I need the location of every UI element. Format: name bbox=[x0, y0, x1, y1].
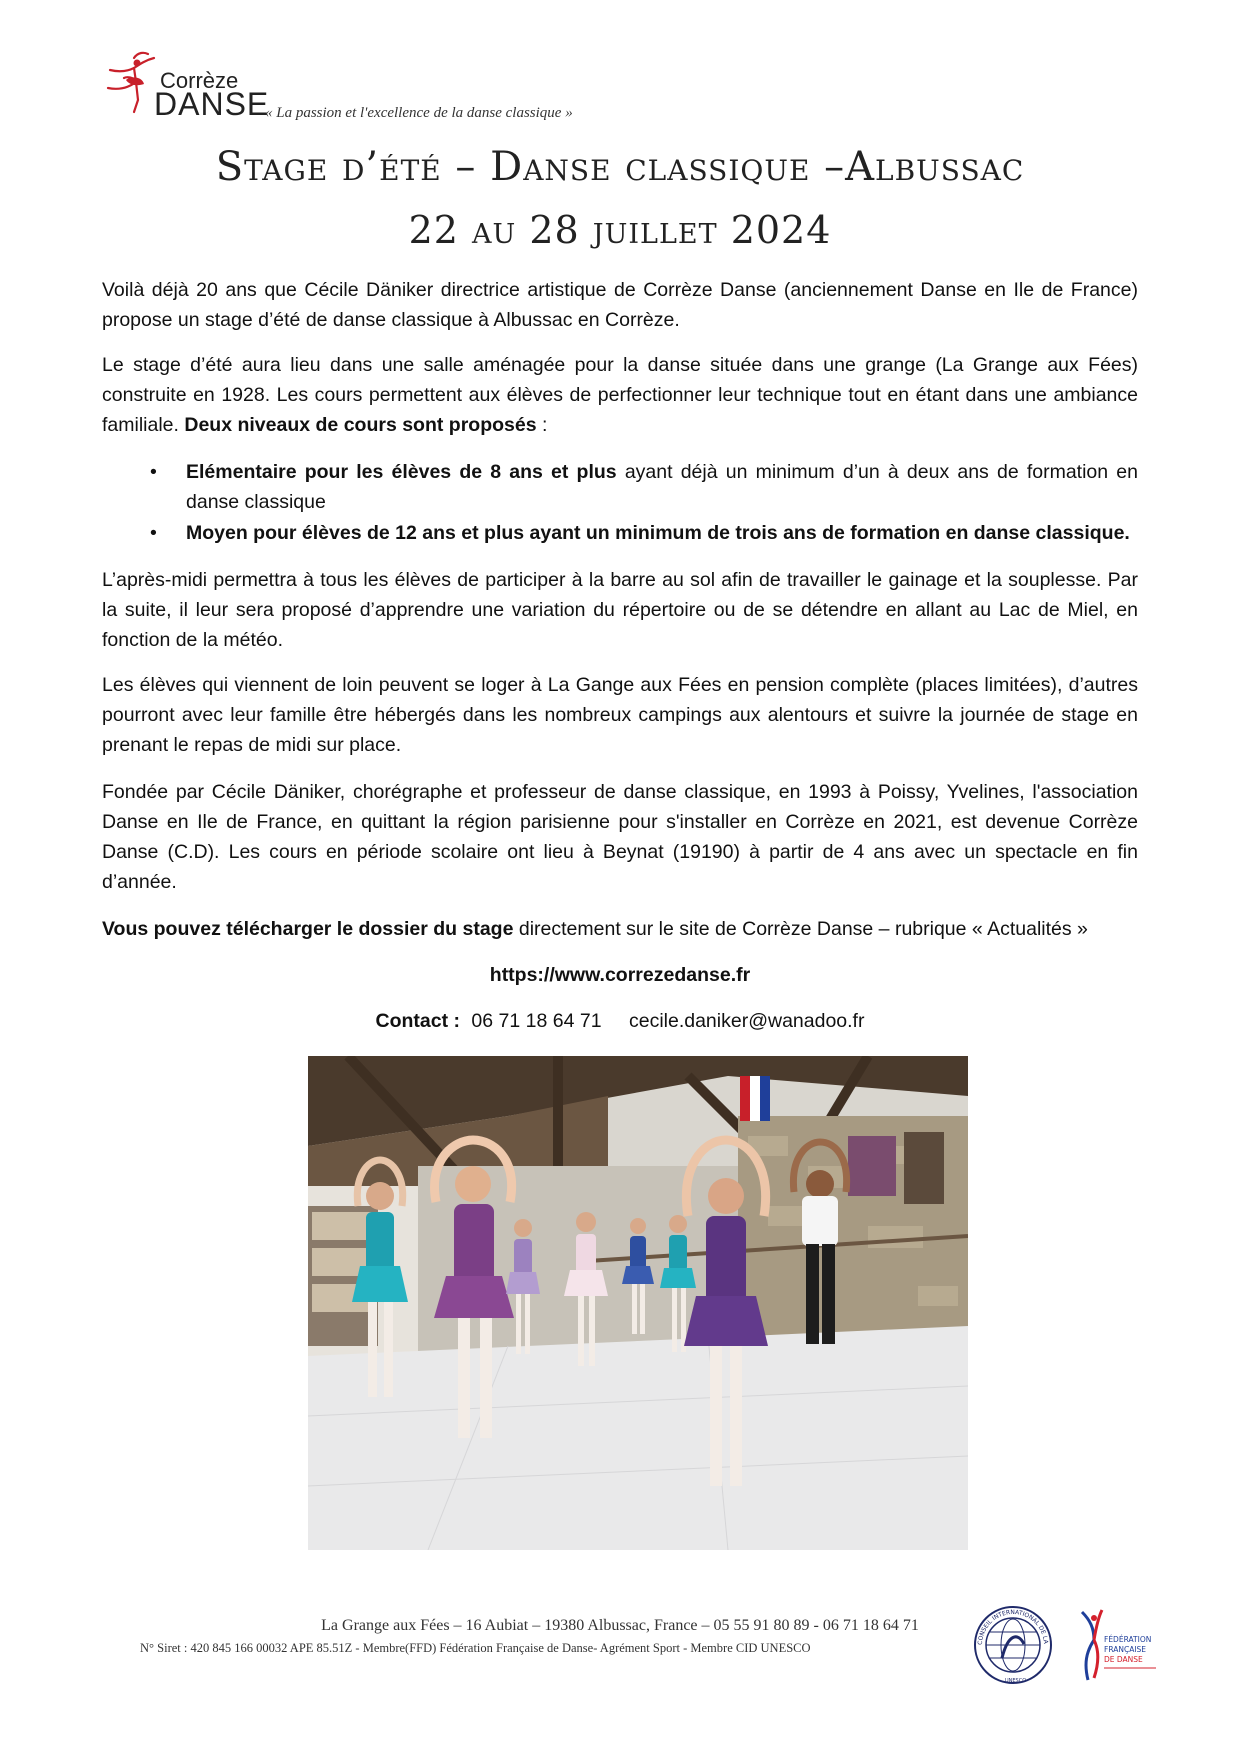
paragraph-histoire-text: Fondée par Cécile Däniker, chorégraphe et professeur de danse classique, en 1993 à Poissy, Yvelines, l'association Danse en Ile de France, en quittant la région parisienne pour s'installer en Corrèze en 2021, est devenue Corrèze Danse (C.D). Les cours en période scolaire ont lieu à Beynat (19190) à partir de 4 ans avec un spectacle en fin d’année. bbox=[102, 781, 1138, 893]
paragraph-intro bbox=[102, 275, 1138, 335]
paragraph-intro-text: Voilà déjà 20 ans que Cécile Däniker directrice artistique de Corrèze Danse (anciennement Danse en Ile de France) propose un stage d’été de danse classique à Albussac en Corrèze. bbox=[102, 279, 1138, 331]
paragraph-stage-text-a: Le stage d’été aura lieu dans une salle aménagée pour la danse située dans une grange (La Grange aux Fées) construite en 1928. Les cours permettent aux élèves de perfectionner leur technique tout en étant dans une ambiance familiale. bbox=[102, 354, 1138, 436]
contact-email[interactable]: cecile.daniker@wanadoo.fr bbox=[628, 1010, 865, 1032]
cid-unesco-seal bbox=[972, 1604, 1054, 1686]
motto: « La passion et l'excellence de la danse classique » bbox=[265, 105, 573, 121]
website-link[interactable]: https://www.correzedanse.fr bbox=[489, 964, 751, 986]
dancer-head bbox=[134, 60, 141, 67]
list-item-elementaire-rest: ayant déjà un minimum d’un à deux ans de formation en danse classique bbox=[186, 461, 1138, 513]
paragraph-apres-midi bbox=[102, 565, 1138, 655]
paragraph-stage-end: : bbox=[536, 414, 548, 436]
logo-word-correze: Corrèze bbox=[160, 68, 239, 93]
download-bold: Vous pouvez télécharger le dossier du stage bbox=[102, 918, 514, 940]
paragraph-stage bbox=[102, 350, 1138, 440]
dance-class-photo bbox=[308, 1056, 968, 1550]
paragraph-hebergement-text: Les élèves qui viennent de loin peuvent se loger à La Gange aux Fées en pension complète (places limitées), d’autres pourront avec leur famille être hébergés dans les nombreux campings aux alentours et suivre la journée de stage en prenant le repas de midi sur place. bbox=[102, 674, 1138, 756]
page-subtitle-dates: 22 au 28 juillet 2024 bbox=[408, 208, 832, 252]
contact-phone[interactable]: 06 71 18 64 71 bbox=[471, 1010, 602, 1032]
levels-list bbox=[150, 457, 1138, 548]
list-item-moyen bbox=[150, 518, 1138, 548]
download-rest: directement sur le site de Corrèze Danse – rubrique « Actualités » bbox=[513, 918, 1088, 940]
paragraph-hebergement bbox=[102, 670, 1138, 760]
paragraph-stage-text bbox=[102, 350, 1138, 440]
footer-legal: N° Siret : 420 845 166 00032 APE 85.51Z - Membre(FFD) Fédération Française de Danse- Agrément Sport - Membre CID UNESCO bbox=[140, 1641, 811, 1655]
list-item-elementaire bbox=[150, 457, 1138, 517]
paragraph-stage-bold: Deux niveaux de cours sont proposés bbox=[184, 414, 537, 436]
list-item-elementaire-bold: Elémentaire pour les élèves de 8 ans et plus bbox=[186, 461, 617, 483]
svg-text:FÉDÉRATION: FÉDÉRATION bbox=[1104, 1635, 1152, 1644]
correze-danse-logo bbox=[104, 50, 274, 120]
svg-text:FRANÇAISE: FRANÇAISE bbox=[1104, 1645, 1147, 1654]
paragraph-download bbox=[102, 914, 1138, 944]
bullet-icon: • bbox=[150, 461, 157, 483]
dancer-tutu bbox=[126, 77, 144, 85]
ffd-logo bbox=[1064, 1606, 1160, 1692]
paragraph-apres-midi-text: L’après-midi permettra à tous les élèves de participer à la barre au sol afin de travailler le gainage et la souplesse. Par la suite, il leur sera proposé d’apprendre une variation du répertoire ou de se détendre en allant au Lac de Miel, en fonction de la météo. bbox=[102, 569, 1138, 651]
paragraph-download-text bbox=[102, 914, 1138, 944]
page-title: Stage d’été – Danse classique –Albussac bbox=[215, 144, 1025, 190]
paragraph-histoire bbox=[102, 777, 1138, 897]
svg-text:DE DANSE: DE DANSE bbox=[1104, 1655, 1143, 1664]
svg-text:UNESCO: UNESCO bbox=[1005, 1678, 1027, 1684]
logo-word-danse: DANSE bbox=[154, 86, 270, 122]
footer-address: La Grange aux Fées – 16 Aubiat – 19380 Albussac, France – 05 55 91 80 89 - 06 71 18 64 71 bbox=[321, 1617, 919, 1634]
list-item-moyen-bold: Moyen pour élèves de 12 ans et plus ayant un minimum de trois ans de formation en danse classique. bbox=[186, 522, 1130, 544]
contact-label: Contact : bbox=[375, 1010, 460, 1032]
bullet-icon: • bbox=[150, 522, 157, 544]
contact-line bbox=[0, 1010, 1240, 1033]
svg-text:CONSEIL INTERNATIONAL DE LA DA: CONSEIL INTERNATIONAL DE LA bbox=[976, 1608, 1050, 1646]
